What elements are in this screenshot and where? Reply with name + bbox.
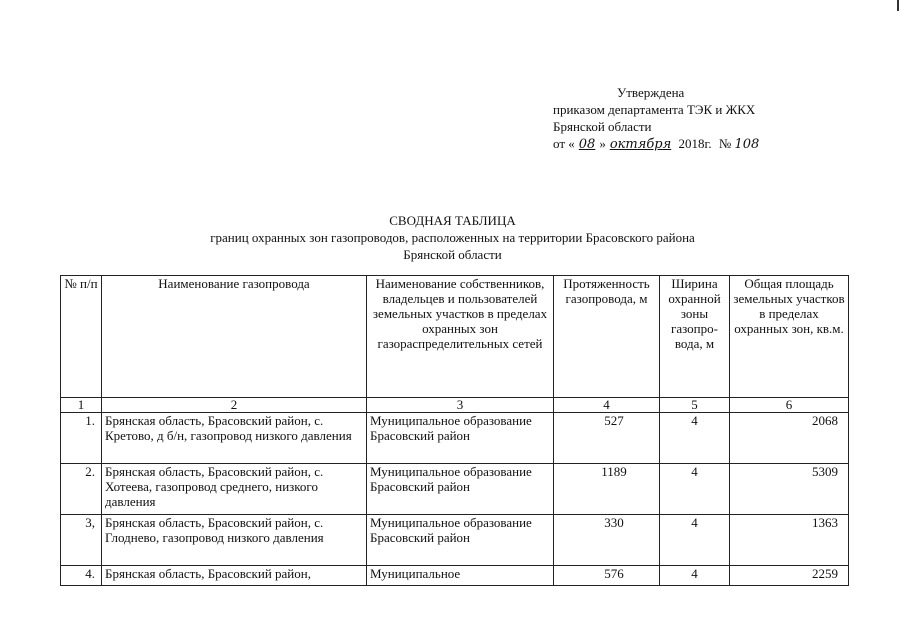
row-number: 2. <box>61 464 102 515</box>
column-number: 2 <box>102 398 367 413</box>
zone-area: 1363 <box>730 515 849 566</box>
column-number: 4 <box>554 398 660 413</box>
document-title <box>100 212 805 263</box>
pipeline-length: 330 <box>554 515 660 566</box>
scan-edge-mark <box>897 0 899 11</box>
approval-region: Брянской области <box>553 119 652 134</box>
column-number: 3 <box>367 398 554 413</box>
table-row <box>61 413 849 464</box>
header-owners: Наименование собственников, владельцев и пользователей земельных участков в пределах охранных зон газораспределительных сетей <box>367 276 554 398</box>
owner-name: Муниципальное образование Брасовский район <box>367 515 554 566</box>
title-line-2: границ охранных зон газопроводов, расположенных на территории Брасовского района <box>210 230 695 245</box>
date-month: октября <box>609 137 672 152</box>
summary-table <box>60 275 849 586</box>
pipeline-length: 576 <box>554 566 660 586</box>
column-number: 5 <box>660 398 730 413</box>
owner-name: Муниципальное образование Брасовский район <box>367 464 554 515</box>
pipeline-name: Брянская область, Брасовский район, с. Хотеева, газопровод среднего, низкого давления <box>102 464 367 515</box>
header-number: № п/п <box>61 276 102 398</box>
date-prefix: от « <box>553 136 575 151</box>
number-label: № <box>718 136 732 151</box>
zone-area: 2068 <box>730 413 849 464</box>
zone-width: 4 <box>660 566 730 586</box>
table-row <box>61 566 849 586</box>
owner-name: Муниципальное <box>367 566 554 586</box>
zone-area: 2259 <box>730 566 849 586</box>
pipeline-name: Брянская область, Брасовский район, с. Глоднево, газопровод низкого давления <box>102 515 367 566</box>
table-row <box>61 515 849 566</box>
zone-width: 4 <box>660 464 730 515</box>
date-separator: » <box>599 136 606 151</box>
approval-date <box>553 135 873 153</box>
approval-order: приказом департамента ТЭК и ЖКХ <box>553 102 756 117</box>
header-length: Протяженность газопровода, м <box>554 276 660 398</box>
column-number: 1 <box>61 398 102 413</box>
column-number: 6 <box>730 398 849 413</box>
pipeline-name: Брянская область, Брасовский район, с. Кретово, д б/н, газопровод низкого давления <box>102 413 367 464</box>
date-year: 2018г. <box>678 136 712 151</box>
title-line-3: Брянской области <box>403 247 502 262</box>
owner-name: Муниципальное образование Брасовский район <box>367 413 554 464</box>
zone-area: 5309 <box>730 464 849 515</box>
row-number: 3, <box>61 515 102 566</box>
column-numbers-row <box>61 398 849 413</box>
zone-width: 4 <box>660 515 730 566</box>
row-number: 1. <box>61 413 102 464</box>
header-width: Ширина охранной зоны газопро-вода, м <box>660 276 730 398</box>
header-area: Общая площадь земельных участков в пределах охранных зон, кв.м. <box>730 276 849 398</box>
approval-title: Утверждена <box>617 85 685 100</box>
title-line-1: СВОДНАЯ ТАБЛИЦА <box>389 213 516 228</box>
table-row <box>61 464 849 515</box>
row-number: 4. <box>61 566 102 586</box>
order-number: 108 <box>734 137 760 152</box>
date-day: 08 <box>578 137 596 152</box>
pipeline-length: 1189 <box>554 464 660 515</box>
pipeline-name: Брянская область, Брасовский район, <box>102 566 367 586</box>
table-header-row <box>61 276 849 398</box>
pipeline-length: 527 <box>554 413 660 464</box>
zone-width: 4 <box>660 413 730 464</box>
header-pipeline: Наименование газопровода <box>102 276 367 398</box>
approval-stamp <box>553 84 873 153</box>
